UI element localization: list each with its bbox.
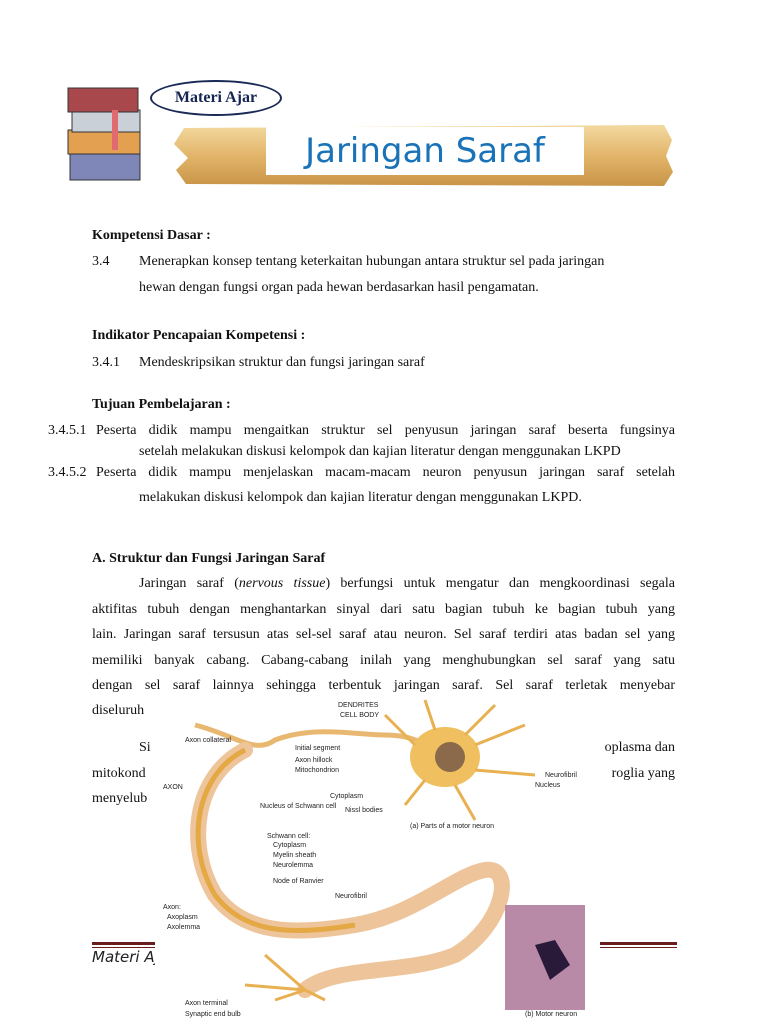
section-a-heading: A. Struktur dan Fungsi Jaringan Saraf [92, 551, 326, 566]
figure-label: Synaptic end bulb [185, 1011, 241, 1018]
kd-text-line1: Menerapkan konsep tentang keterkaitan hubungan antara struktur sel pada jaringan [139, 254, 605, 269]
neuron-shape [195, 700, 585, 1010]
figure-label: AXON [163, 784, 183, 791]
paragraph-fragment: Si [139, 740, 151, 755]
footer-text: Materi Aj [92, 948, 159, 966]
paragraph-fragment: oplasma dan [604, 740, 675, 755]
figure-caption: (b) Motor neuron [525, 1011, 578, 1018]
figure-label: Axon collateral [185, 737, 231, 744]
books-icon [62, 80, 152, 185]
paragraph-line: aktifitas tubuh dengan menghantarkan sinyal dari satu bagian tubuh ke bagian tubuh yang [92, 602, 675, 617]
figure-label: DENDRITES [338, 702, 379, 709]
figure-label: CELL BODY [340, 712, 380, 719]
figure-label: Axoplasm [167, 914, 198, 921]
figure-label: Axon hillock [295, 757, 333, 764]
tujuan-text-2-line2: melakukan diskusi kelompok dan kajian literatur dengan menggunakan LKPD. [139, 490, 582, 505]
kd-number: 3.4 [92, 254, 110, 269]
tujuan-text-1-line2: setelah melakukan diskusi kelompok dan kajian literatur dengan menggunakan LKPD [139, 444, 621, 459]
tujuan-text-2-line1: Peserta didik mampu menjelaskan macam-macam neuron penyusun jaringan saraf setelah [96, 465, 675, 480]
figure-caption: (a) Parts of a motor neuron [410, 823, 495, 830]
figure-label: Nucleus [535, 782, 561, 789]
figure-label: Mitochondrion [295, 767, 339, 774]
tujuan-number-1: 3.4.5.1 [48, 423, 87, 438]
kd-heading: Kompetensi Dasar : [92, 228, 211, 243]
figure-label: Myelin sheath [273, 852, 317, 859]
paragraph-line: memiliki banyak cabang. Cabang-cabang inilah yang menghubungkan sel saraf yang satu [92, 653, 675, 668]
figure-label: Nucleus of Schwann cell [260, 803, 337, 810]
paragraph-line: dengan sel saraf lainnya sehingga terbentuk jaringan saraf. Sel saraf terletak menyebar [92, 678, 675, 693]
figure-label: Nissl bodies [345, 807, 383, 814]
paragraph-fragment: diseluruh [92, 703, 145, 718]
page-title: Jaringan Saraf [266, 127, 584, 175]
figure-label: Cytoplasm [330, 793, 364, 800]
materi-ajar-badge: Materi Ajar [150, 80, 282, 116]
figure-label: Axon terminal [185, 1000, 228, 1007]
paragraph-fragment: mitokond [92, 766, 146, 781]
ipk-number: 3.4.1 [92, 355, 120, 370]
figure-label: Axolemma [167, 924, 201, 931]
figure-label: Initial segment [295, 745, 341, 752]
kd-text-line2: hewan dengan fungsi organ pada hewan berdasarkan hasil pengamatan. [139, 280, 539, 295]
tujuan-number-2: 3.4.5.2 [48, 465, 87, 480]
figure-label: Cytoplasm [273, 842, 307, 849]
paragraph-line: lain. Jaringan saraf tersusun atas sel-sel saraf atau neuron. Sel saraf terdiri atas badan sel yang [92, 627, 675, 642]
figure-label: Schwann cell: [267, 833, 311, 840]
ipk-text: Mendeskripsikan struktur dan fungsi jaringan saraf [139, 355, 425, 370]
paragraph-fragment: roglia yang [611, 766, 675, 781]
paragraph-line: Jaringan saraf (nervous tissue) berfungsi untuk mengatur dan mengkoordinasi segala [139, 576, 676, 591]
figure-label: Node of Ranvier [273, 878, 324, 885]
figure-label: Axon: [163, 904, 181, 911]
figure-label: Neurofibril [545, 772, 577, 779]
tujuan-heading: Tujuan Pembelajaran : [92, 397, 231, 412]
figure-label: Neurolemma [273, 862, 314, 869]
paragraph-fragment: menyelub [92, 791, 148, 806]
ipk-heading: Indikator Pencapaian Kompetensi : [92, 328, 306, 343]
neuron-diagram [155, 695, 600, 1024]
figure-label: Neurofibril [335, 893, 367, 900]
tujuan-text-1-line1: Peserta didik mampu mengaitkan struktur sel penyusun jaringan saraf beserta fungsinya [96, 423, 675, 438]
